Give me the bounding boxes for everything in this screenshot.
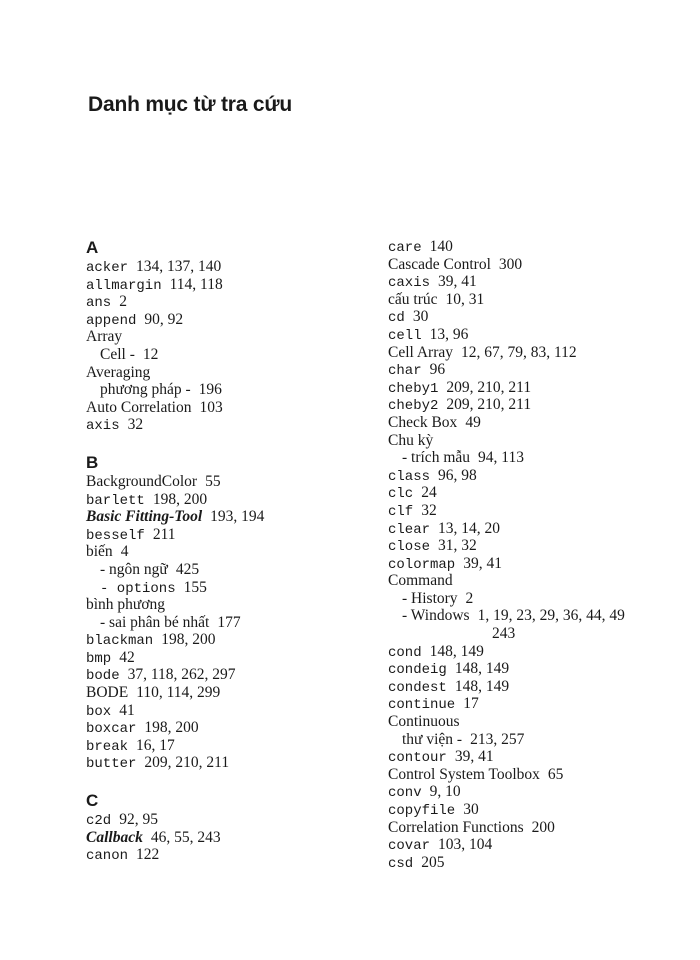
index-pages: 110, 114, 299: [136, 684, 221, 702]
index-term: covar: [388, 838, 431, 855]
index-term: c2d: [86, 813, 112, 830]
index-entry: [388, 607, 688, 625]
index-entry: [86, 702, 386, 720]
index-entry: [388, 836, 688, 854]
index-pages: 16, 17: [136, 736, 175, 754]
index-entry: [86, 561, 386, 579]
index-entry: [86, 754, 386, 772]
index-entry: [388, 854, 688, 872]
index-term: Correlation Functions: [388, 818, 524, 836]
index-entry: [86, 473, 386, 491]
index-pages: 103: [199, 398, 223, 416]
index-entry: [388, 819, 688, 837]
index-pages: 198, 200: [152, 490, 208, 508]
index-term: Cascade Control: [388, 255, 491, 273]
index-pages: 198, 200: [144, 719, 199, 737]
index-pages: 134, 137, 140: [136, 258, 222, 275]
index-term: biến: [86, 543, 113, 561]
index-entry: [86, 328, 386, 346]
index-term: ans: [86, 295, 112, 312]
index-pages: 96, 98: [438, 466, 477, 484]
index-entry: [388, 344, 688, 362]
index-entry: [388, 713, 688, 731]
index-entry: [86, 579, 386, 597]
index-pages: 49: [465, 413, 481, 431]
index-term: Averaging: [86, 363, 151, 381]
index-pages: 2: [465, 589, 474, 607]
index-term: Callback: [86, 828, 143, 846]
index-term: Chu kỳ: [388, 431, 434, 449]
index-entry: [86, 811, 386, 829]
index-pages: 41: [119, 701, 135, 719]
index-pages: 65: [547, 765, 564, 783]
index-pages: 39, 41: [438, 273, 477, 291]
index-pages: 198, 200: [161, 631, 216, 649]
index-pages: 209, 210, 211: [446, 378, 532, 396]
index-entry: [86, 666, 386, 684]
index-pages: 13, 96: [429, 325, 469, 343]
index-pages: 1, 19, 23, 29, 36, 44, 49: [477, 607, 625, 625]
index-pages: 32: [127, 416, 144, 434]
index-term: butter: [86, 756, 137, 773]
index-entry: [86, 631, 386, 649]
index-term: Control System Toolbox: [388, 765, 540, 783]
index-entry: [388, 396, 688, 414]
index-entry: [86, 416, 386, 434]
index-term: condest: [388, 679, 447, 696]
index-entry: [388, 379, 688, 397]
index-pages: 12: [142, 345, 159, 363]
section-letter: B: [86, 452, 99, 472]
index-entry: [388, 256, 688, 274]
index-term: close: [388, 539, 431, 556]
index-pages: 205: [421, 853, 445, 871]
section-gap: [86, 434, 386, 453]
index-term: bình phương: [86, 596, 166, 614]
index-term: acker: [86, 260, 129, 276]
index-entry: [86, 719, 386, 737]
index-term: csd: [388, 855, 414, 872]
index-pages: 148, 149: [454, 660, 510, 678]
index-term: colormap: [388, 556, 456, 573]
index-term: barlett: [86, 492, 145, 509]
index-entry: [388, 748, 688, 766]
index-entry: [86, 311, 386, 329]
index-entry: [86, 737, 386, 755]
index-term: cheby1: [388, 380, 439, 397]
index-pages: 90, 92: [144, 310, 184, 328]
index-pages: 96: [429, 361, 446, 379]
index-entry: [86, 258, 386, 276]
index-term: phương pháp -: [100, 381, 191, 399]
index-entry: [388, 467, 688, 485]
index-entry: [388, 783, 688, 801]
index-term: boxcar: [86, 721, 137, 738]
index-term: caxis: [388, 275, 431, 292]
index-entry: [388, 766, 688, 784]
index-term: Cell Array: [388, 343, 453, 361]
index-term: - sai phân bé nhất: [100, 613, 210, 631]
page-title: Danh mục từ tra cứu: [88, 93, 292, 116]
index-term: cheby2: [388, 398, 439, 415]
index-entry: [388, 273, 688, 291]
index-entry: [86, 381, 386, 399]
index-entry: [86, 364, 386, 382]
index-pages: 12, 67, 79, 83, 112: [461, 343, 577, 361]
index-pages: 193, 194: [210, 508, 265, 526]
index-pages: 209, 210, 211: [144, 754, 230, 772]
index-pages: 31, 32: [438, 537, 477, 555]
index-term: - options: [100, 580, 176, 597]
index-entry: [86, 276, 386, 294]
index-term: clf: [388, 503, 414, 520]
index-entry: [86, 614, 386, 632]
index-term: cond: [388, 644, 422, 661]
index-entry: [388, 308, 688, 326]
index-pages: 24: [421, 484, 437, 502]
index-pages: 103, 104: [438, 836, 493, 854]
index-entry: [86, 829, 386, 847]
index-pages: 42: [119, 648, 135, 666]
index-entry: [86, 508, 386, 526]
index-term: contour: [388, 750, 447, 767]
index-entry: [388, 537, 688, 555]
index-term: Array: [86, 328, 123, 346]
index-entry: [388, 590, 688, 608]
index-term: cell: [388, 327, 422, 344]
index-entry: [86, 399, 386, 417]
index-term: Check Box: [388, 413, 458, 431]
index-pages: 211: [152, 525, 176, 543]
index-pages: 300: [498, 255, 523, 273]
index-term: cd: [388, 310, 405, 327]
index-entry: [388, 695, 688, 713]
index-pages: 177: [217, 613, 241, 631]
index-term: - History: [402, 589, 458, 607]
index-term: conv: [388, 785, 422, 802]
index-entry: [86, 543, 386, 561]
index-pages: 46, 55, 243: [150, 828, 221, 846]
index-pages: 30: [412, 308, 429, 326]
index-pages: 200: [531, 818, 555, 836]
index-term: break: [86, 738, 129, 755]
index-entry: [388, 625, 688, 643]
index-pages: 37, 118, 262, 297: [127, 666, 236, 684]
index-pages: 32: [421, 501, 437, 519]
index-term: - ngôn ngữ: [100, 560, 168, 578]
index-pages: 39, 41: [463, 554, 502, 572]
index-term: canon: [86, 848, 129, 865]
index-term: blackman: [86, 633, 154, 650]
index-term: BackgroundColor: [86, 472, 198, 490]
section-letter: C: [86, 791, 99, 811]
index-term: clc: [388, 486, 414, 503]
index-pages: 94, 113: [478, 449, 524, 467]
index-term: Auto Correlation: [86, 398, 192, 416]
index-pages: 55: [205, 472, 221, 490]
index-entry: [388, 484, 688, 502]
index-entry: [388, 238, 688, 256]
index-entry: [388, 555, 688, 573]
index-pages: 9, 10: [429, 783, 461, 801]
index-term: thư viện -: [402, 730, 463, 748]
index-pages: 140: [429, 238, 453, 255]
index-term: bmp: [86, 650, 112, 667]
index-entry: [388, 432, 688, 450]
index-pages: 243: [492, 625, 516, 643]
index-pages: 148, 149: [454, 677, 510, 695]
index-pages: 122: [136, 846, 160, 864]
index-term: allmargin: [86, 277, 162, 294]
index-term: Continuous: [388, 713, 460, 731]
index-entry: [86, 491, 386, 509]
index-pages: 213, 257: [470, 730, 525, 748]
index-term: class: [388, 468, 431, 485]
index-entry: [86, 684, 386, 702]
index-term: BODE: [86, 684, 129, 702]
index-entry: [86, 649, 386, 667]
index-entry: [86, 346, 386, 364]
index-term: continue: [388, 697, 456, 714]
index-entry: [388, 801, 688, 819]
index-entry: [86, 526, 386, 544]
index-pages: 425: [175, 560, 200, 578]
index-pages: 92, 95: [119, 811, 158, 829]
index-term: copyfile: [388, 803, 456, 819]
index-entry: [388, 643, 688, 661]
index-entry: [388, 414, 688, 432]
index-entry: [388, 572, 688, 590]
index-entry: [388, 660, 688, 678]
index-entry: [388, 502, 688, 520]
index-pages: 209, 210, 211: [446, 396, 532, 414]
index-pages: 155: [183, 578, 207, 596]
index-entry: [388, 520, 688, 538]
index-term: append: [86, 312, 137, 329]
index-term: - trích mẫu: [402, 449, 471, 467]
index-term: box: [86, 703, 112, 720]
index-entry: [86, 846, 386, 864]
index-entry: [388, 361, 688, 379]
index-pages: 13, 14, 20: [438, 519, 501, 537]
index-pages: 39, 41: [454, 748, 494, 766]
index-pages: 30: [463, 801, 479, 818]
index-term: bode: [86, 668, 120, 685]
index-column-left: [86, 238, 386, 864]
index-pages: 2: [119, 293, 127, 311]
index-term: clear: [388, 521, 431, 538]
index-entry: [86, 596, 386, 614]
index-entry: [388, 731, 688, 749]
index-term: Basic Fitting-Tool: [86, 508, 203, 526]
index-pages: 17: [463, 695, 479, 713]
index-term: condeig: [388, 662, 447, 679]
index-pages: 114, 118: [169, 275, 223, 293]
index-pages: 148, 149: [429, 642, 484, 660]
index-column-right: [388, 238, 688, 871]
index-term: Command: [388, 572, 453, 590]
index-pages: 4: [120, 543, 129, 561]
index-pages: 10, 31: [445, 290, 485, 308]
index-entry: [388, 678, 688, 696]
index-entry: [388, 291, 688, 309]
index-term: - Windows: [402, 607, 470, 625]
index-term: char: [388, 363, 422, 380]
index-entry: [388, 326, 688, 344]
index-entry: [86, 293, 386, 311]
index-term: Cell -: [100, 345, 135, 363]
section-letter: A: [86, 238, 99, 257]
index-term: care: [388, 240, 422, 256]
index-term: cấu trúc: [388, 290, 438, 308]
index-term: besself: [86, 527, 145, 544]
index-entry: [388, 449, 688, 467]
section-gap: [86, 772, 386, 791]
index-term: axis: [86, 418, 120, 435]
index-pages: 196: [198, 381, 222, 399]
